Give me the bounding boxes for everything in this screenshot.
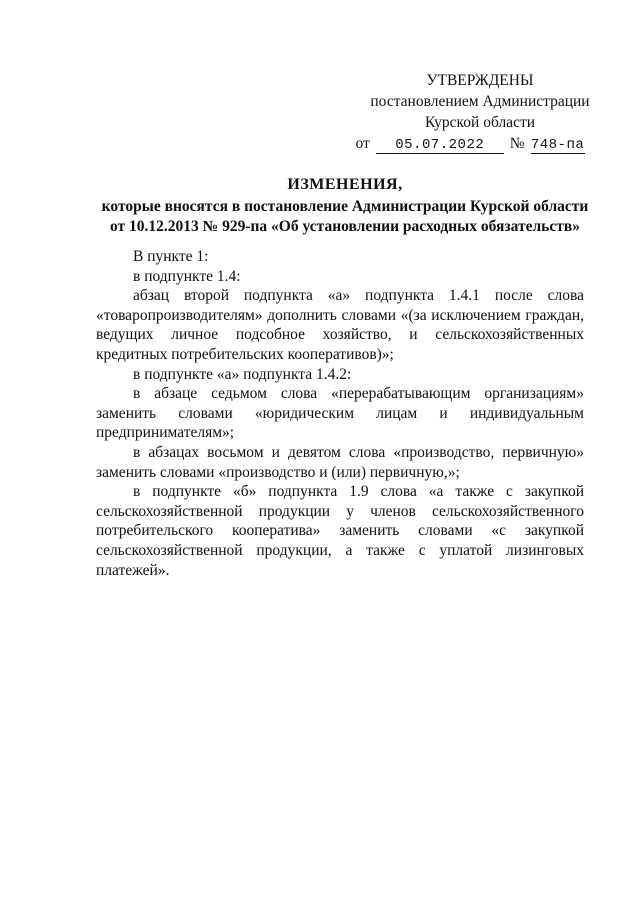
paragraph: в подпункте «б» подпункта 1.9 слова «а также с закупкой сельскохозяйственной продукции у членов сельскохозяйственного потребительского кооператива» заменить словами «с закупкой сельскохозяйственной продукции, а также с уплатой лизинговых платежей».: [96, 483, 584, 579]
paragraph: в подпункте «а» подпункта 1.4.2:: [133, 365, 352, 383]
title-line-1: которые вносятся в постановление Администрации Курской области: [101, 198, 589, 215]
number-value: 748-па: [530, 137, 585, 153]
approval-line-2: Курской области: [424, 114, 536, 131]
title-main: ИЗМЕНЕНИЯ,: [287, 176, 403, 193]
title-line-2: от 10.12.2013 № 929-па «Об установлении расходных обязательств»: [109, 218, 580, 235]
document-title: [70, 175, 620, 237]
date-prefix: от: [355, 135, 370, 152]
document-body: [96, 247, 584, 580]
approval-stamp: [355, 70, 600, 154]
paragraph: абзац второй подпункта «а» подпункта 1.4.1 после слова «товаропроизводителям» дополнить словами «(за исключением граждан, ведущих личное подсобное хозяйство, и сельскохозяйственных кредитных потребительских кооперативов)»;: [96, 287, 584, 363]
approval-line-1: постановлением Администрации: [370, 93, 590, 110]
approval-date-row: [340, 133, 600, 154]
date-value: 05.07.2022: [376, 137, 504, 154]
paragraph: в абзаце седьмом слова «перерабатывающим организациям» заменить словами «юридическим лицам и индивидуальным предпринимателям»;: [96, 385, 584, 442]
paragraph: в абзацах восьмом и девятом слова «производство, первичную» заменить словами «производство и (или) первичную,»;: [96, 443, 584, 481]
paragraph: в подпункте 1.4:: [133, 267, 241, 285]
number-prefix: №: [509, 135, 525, 152]
paragraph: В пункте 1:: [133, 248, 209, 265]
approval-heading: УТВЕРЖДЕНЫ: [426, 72, 534, 89]
